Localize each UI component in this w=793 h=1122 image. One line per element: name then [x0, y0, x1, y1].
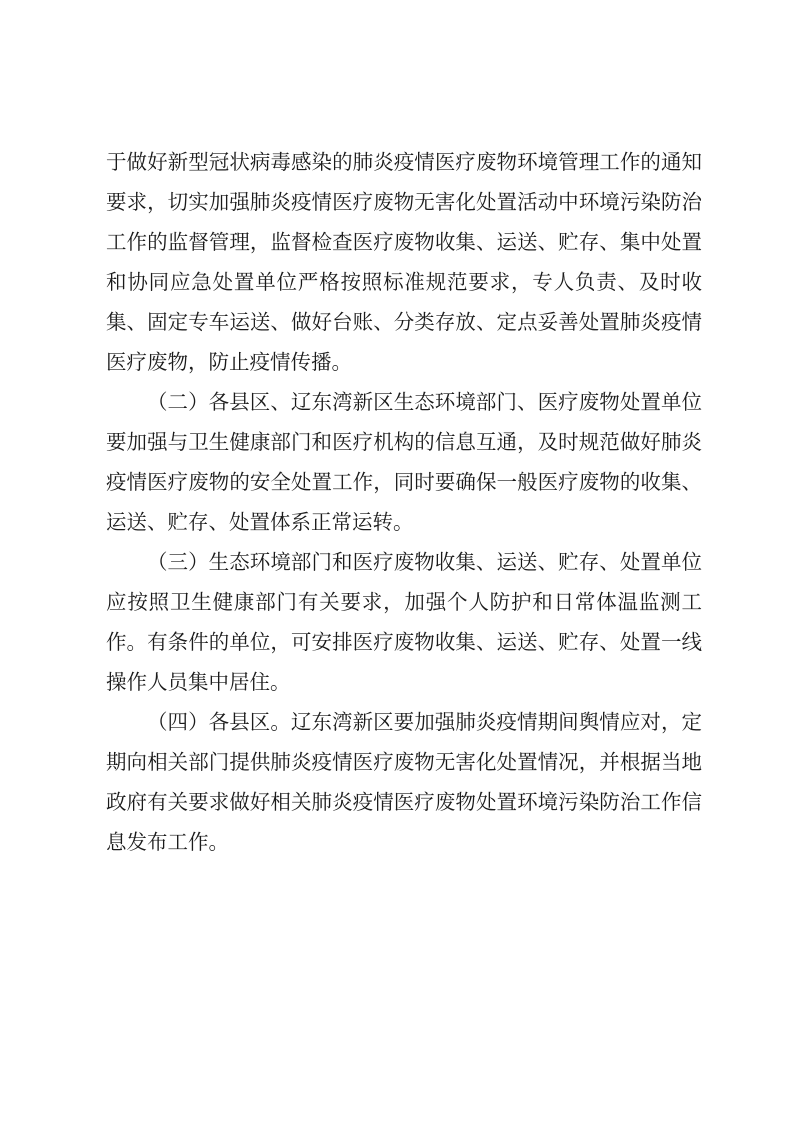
paragraph-item-3: （三）生态环境部门和医疗废物收集、运送、贮存、处置单位应按照卫生健康部门有关要求，加强个人防护和日常体温监测工作。有条件的单位，可安排医疗废物收集、运送、贮存、处置一线操作人员集中居住。 — [106, 550, 702, 694]
paragraph-continued: 于做好新型冠状病毒感染的肺炎疫情医疗废物环境管理工作的通知要求，切实加强肺炎疫情医疗废物无害化处置活动中环境污染防治工作的监督管理，监督检查医疗废物收集、运送、贮存、集中处置和协同应急处置单位严格按照标准规范要求，专人负责、及时收集、固定专车运送、做好台账、分类存放、定点妥善处置肺炎疫情医疗废物，防止疫情传播。 — [106, 150, 702, 374]
document-body — [106, 142, 702, 862]
paragraph-item-2: （二）各县区、辽东湾新区生态环境部门、医疗废物处置单位要加强与卫生健康部门和医疗机构的信息互通，及时规范做好肺炎疫情医疗废物的安全处置工作，同时要确保一般医疗废物的收集、运送、贮存、处置体系正常运转。 — [106, 390, 702, 534]
paragraph-item-4: （四）各县区。辽东湾新区要加强肺炎疫情期间舆情应对，定期向相关部门提供肺炎疫情医疗废物无害化处置情况，并根据当地政府有关要求做好相关肺炎疫情医疗废物处置环境污染防治工作信息发布工作。 — [106, 710, 702, 854]
